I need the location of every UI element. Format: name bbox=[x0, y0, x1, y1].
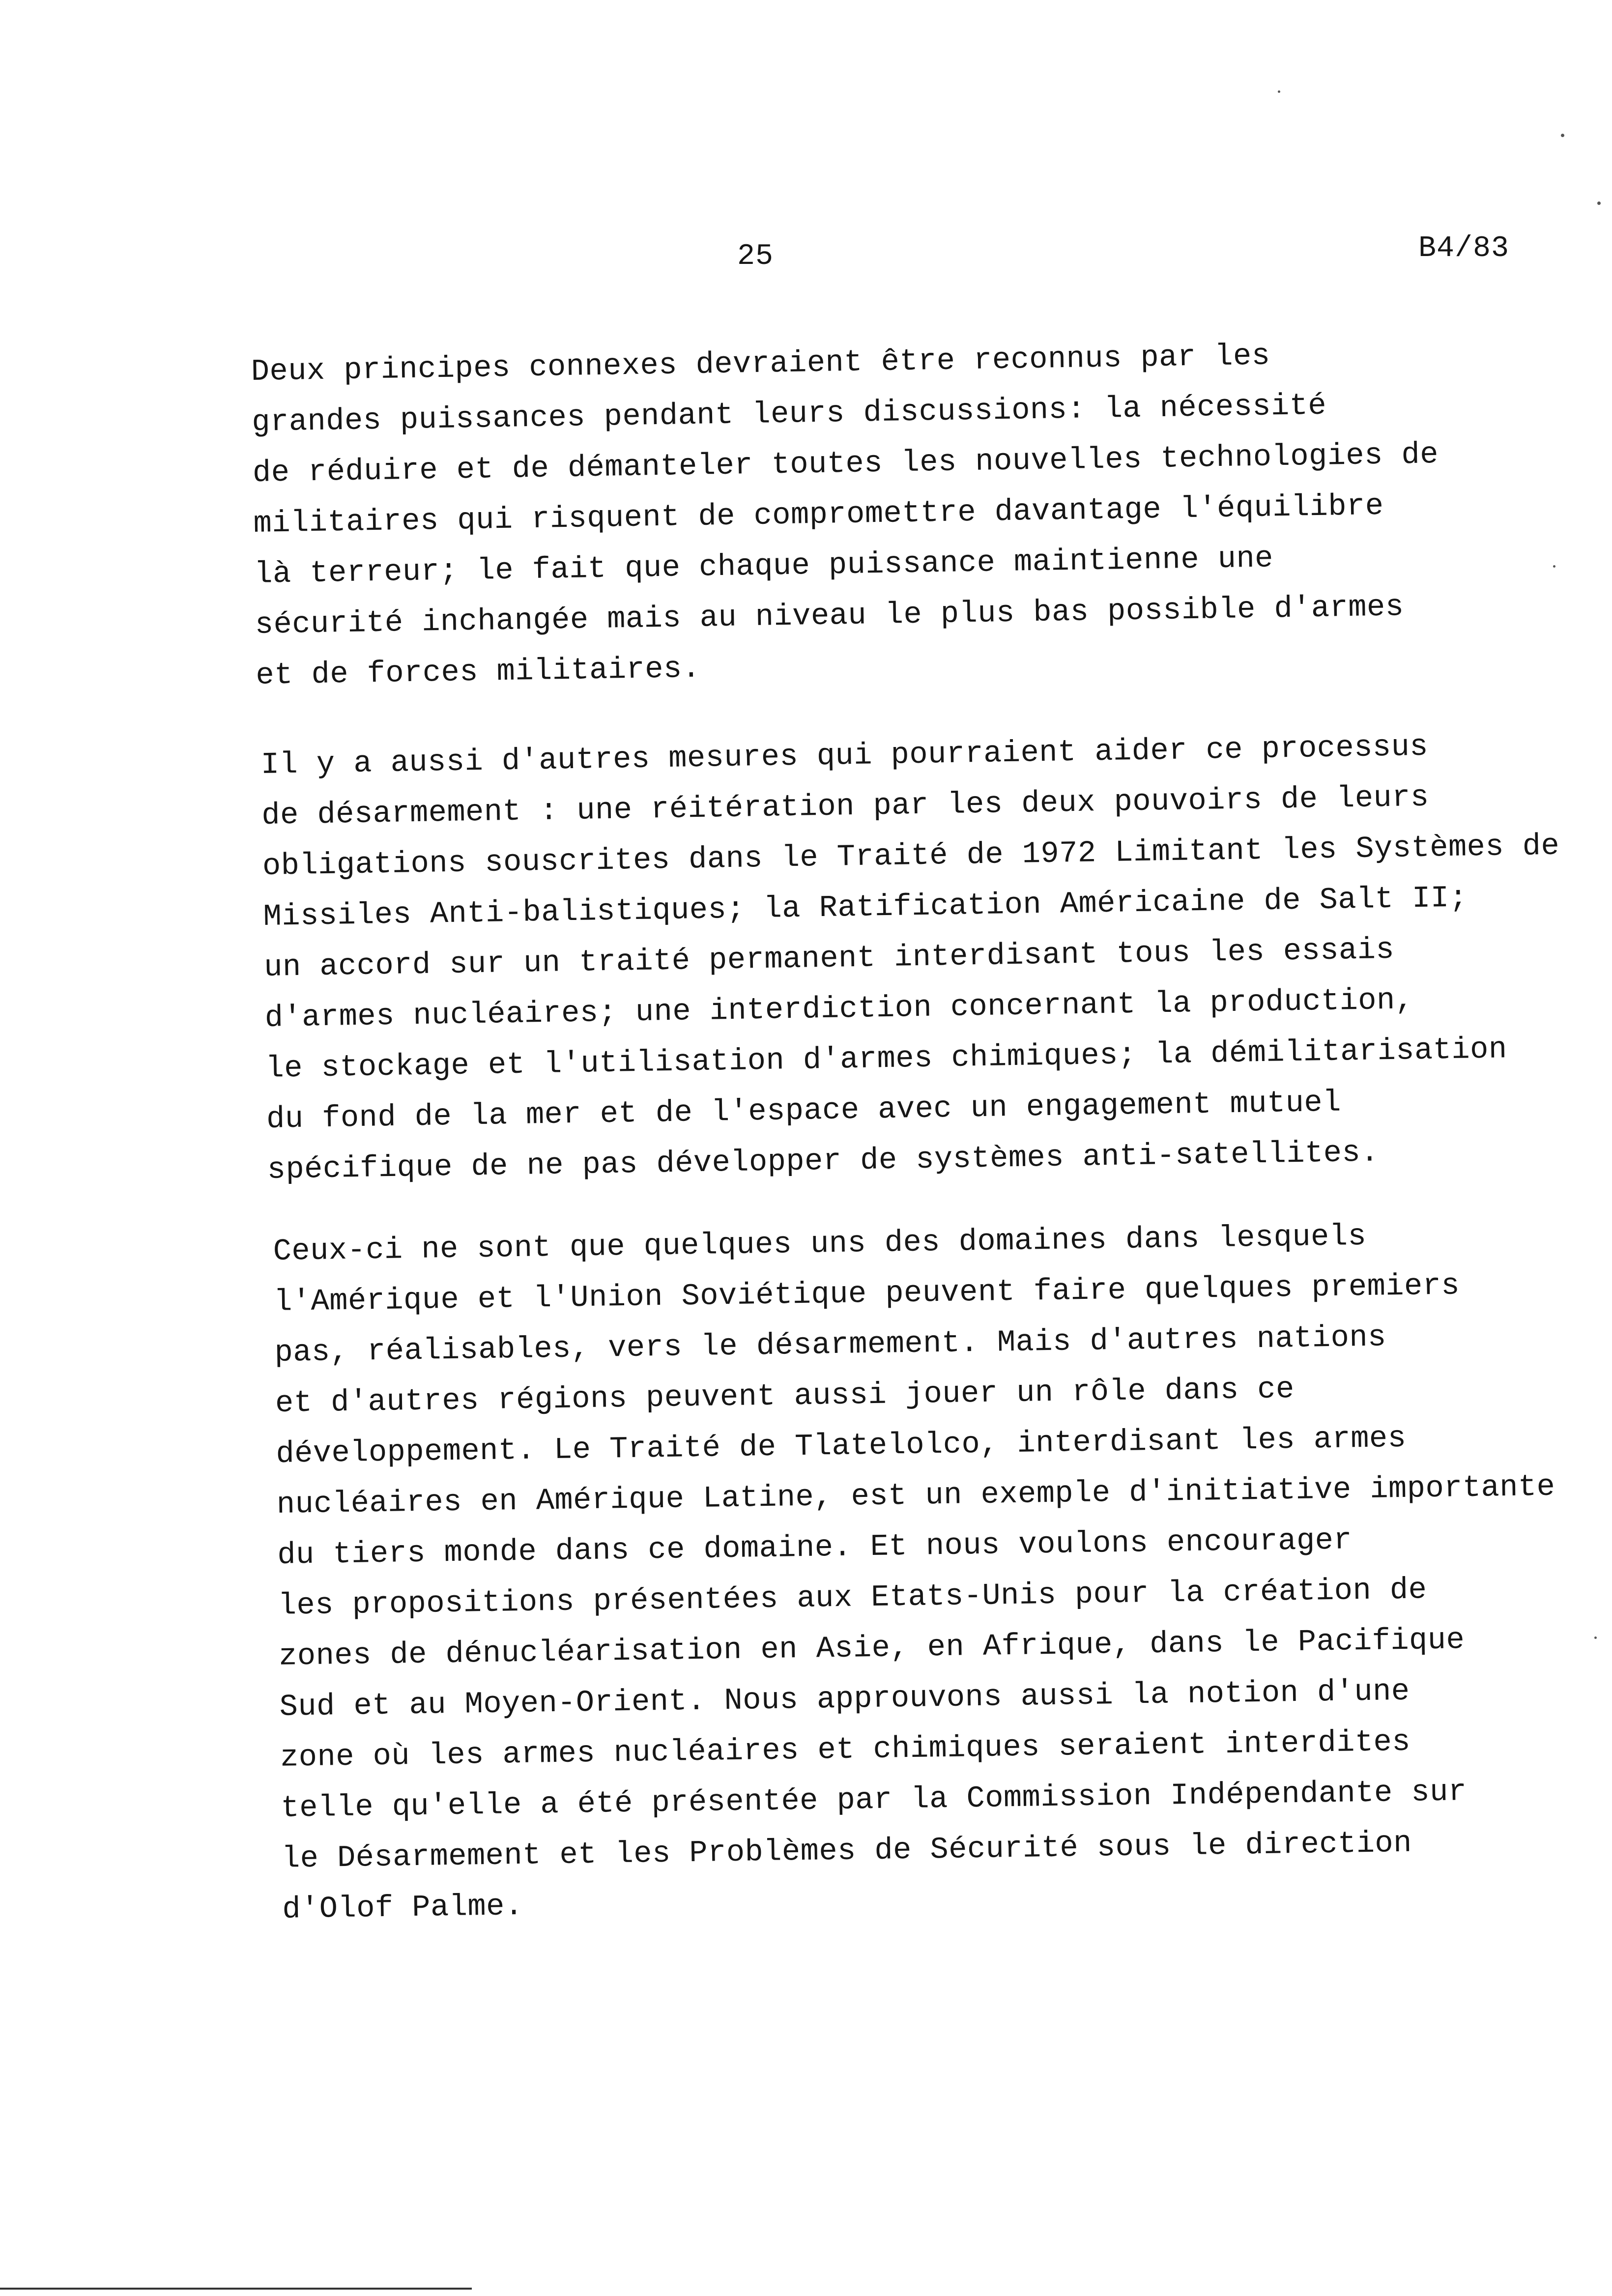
paragraph-3 bbox=[273, 1207, 1612, 1934]
text-line: d'armes nucléaires; une interdiction concernant la production, bbox=[264, 982, 1414, 1035]
scan-speck bbox=[1278, 90, 1280, 93]
text-line: nucléaires en Amérique Latine, est un exemple d'initiative importante bbox=[276, 1469, 1555, 1522]
text-line: Missiles Anti-balistiques; la Ratification Américaine de Salt II; bbox=[263, 880, 1468, 934]
text-line: d'Olof Palme. bbox=[282, 1889, 524, 1927]
text-line: Ceux-ci ne sont que quelques uns des domaines dans lesquels bbox=[273, 1218, 1367, 1269]
text-line: un accord sur un traité permanent interdisant tous les essais bbox=[263, 932, 1395, 985]
document-reference: B4/83 bbox=[1418, 232, 1510, 265]
text-line: zones de dénucléarisation en Asie, en Afrique, dans le Pacifique bbox=[278, 1622, 1465, 1674]
text-line: et de forces militaires. bbox=[255, 651, 701, 693]
paragraph-1 bbox=[251, 325, 1612, 701]
text-line: le Désarmement et les Problèmes de Sécurité sous le direction bbox=[281, 1825, 1412, 1876]
text-line: de réduire et de démanteler toutes les nouvelles technologies de bbox=[252, 437, 1439, 490]
text-line: Il y a aussi d'autres mesures qui pourraient aider ce processus bbox=[260, 729, 1429, 782]
scan-speck bbox=[1553, 565, 1555, 568]
text-line: les propositions présentées aux Etats-Unis pour la création de bbox=[278, 1572, 1427, 1623]
text-line: développement. Le Traité de Tlatelolco, interdisant les armes bbox=[275, 1420, 1407, 1471]
text-line: pas, réalisables, vers le désarmement. Mais d'autres nations bbox=[274, 1320, 1387, 1370]
text-line: Deux principes connexes devraient être reconnus par les bbox=[251, 338, 1270, 389]
page-number: 25 bbox=[737, 240, 774, 273]
bottom-scan-edge bbox=[0, 2288, 472, 2290]
text-line: du tiers monde dans ce domaine. Et nous voulons encourager bbox=[277, 1522, 1353, 1573]
text-line: telle qu'elle a été présentée par la Commission Indépendante sur bbox=[281, 1774, 1467, 1826]
text-line: du fond de la mer et de l'espace avec un engagement mutuel bbox=[266, 1085, 1342, 1137]
text-line: Sud et au Moyen-Orient. Nous approuvons aussi la notion d'une bbox=[279, 1673, 1410, 1724]
text-line: de désarmement : une réitération par les deux pouvoirs de leurs bbox=[261, 779, 1430, 833]
text-line: spécifique de ne pas développer de systèmes anti-satellites. bbox=[267, 1135, 1380, 1187]
scan-speck bbox=[1561, 134, 1564, 137]
text-line: grandes puissances pendant leurs discussions: la nécessité bbox=[251, 388, 1327, 440]
scan-speck bbox=[1594, 1636, 1597, 1639]
text-line: zone où les armes nucléaires et chimiques seraient interdites bbox=[280, 1724, 1411, 1775]
text-line: l'Amérique et l'Union Soviétique peuvent faire quelques premiers bbox=[273, 1268, 1460, 1320]
paragraph-2 bbox=[260, 718, 1612, 1195]
text-line: sécurité inchangée mais au niveau le plus bas possible d'armes bbox=[255, 589, 1404, 642]
text-line: là terreur; le fait que chaque puissance maintienne une bbox=[254, 541, 1274, 592]
text-line: le stockage et l'utilisation d'armes chimiques; la démilitarisation bbox=[265, 1032, 1508, 1086]
text-line: et d'autres régions peuvent aussi jouer un rôle dans ce bbox=[275, 1372, 1295, 1421]
text-line: obligations souscrites dans le Traité de 1972 Limitant les Systèmes de bbox=[262, 828, 1560, 884]
text-line: militaires qui risquent de compromettre davantage l'équilibre bbox=[253, 488, 1384, 541]
scan-speck bbox=[1597, 201, 1601, 205]
